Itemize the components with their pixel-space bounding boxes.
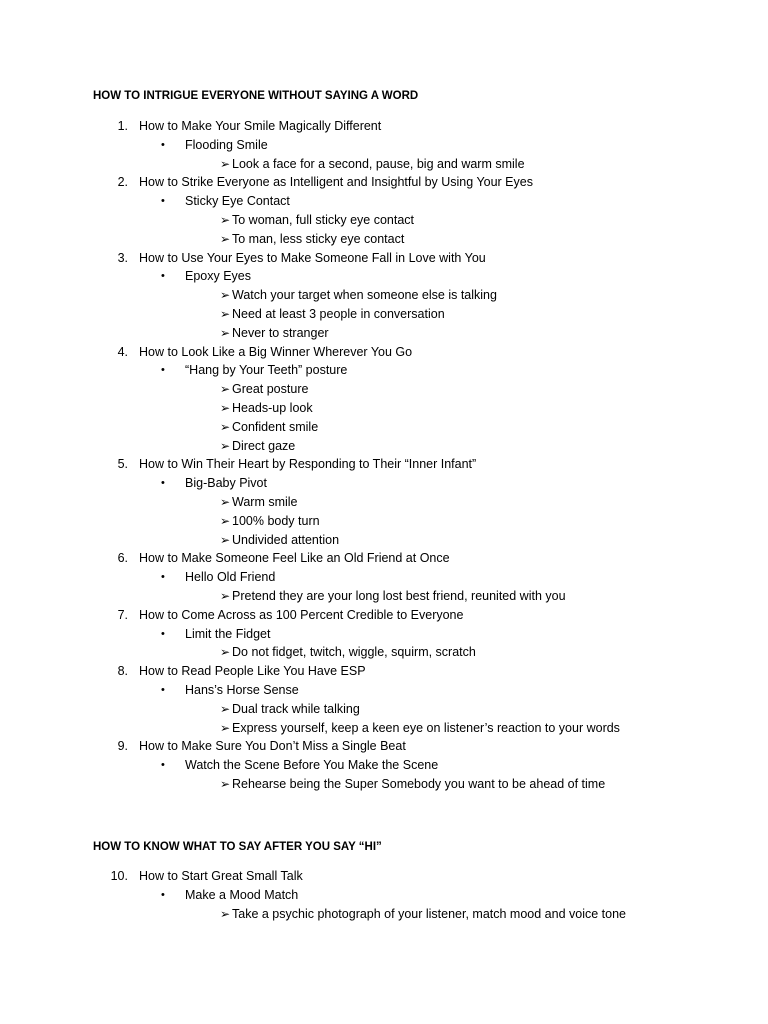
sub-item-text: Warm smile: [232, 494, 298, 509]
sub-item-text: Take a psychic photograph of your listener, match mood and voice tone: [232, 906, 626, 921]
bullet-icon: •: [161, 270, 165, 283]
section-heading-1: HOW TO INTRIGUE EVERYONE WITHOUT SAYING A WORD: [93, 90, 419, 102]
bullet-icon: •: [161, 195, 165, 208]
list-item: [0, 737, 768, 756]
sub-item-text: Heads-up look: [232, 400, 313, 415]
arrow-bullet-icon: ➢: [220, 645, 231, 660]
bullet-label: Watch the Scene Before You Make the Scene: [185, 758, 439, 773]
outline-list-1: [0, 117, 768, 794]
outline-list-2: [0, 867, 768, 923]
bullet-label: Hans’s Horse Sense: [185, 682, 299, 697]
bullet-label: Big-Baby Pivot: [185, 476, 267, 491]
arrow-bullet-icon: ➢: [220, 325, 231, 340]
list-item: [0, 249, 768, 268]
bullet-item: [0, 192, 768, 211]
sub-item-text: Do not fidget, twitch, wiggle, squirm, scratch: [232, 645, 476, 660]
item-number: 6.: [117, 551, 128, 566]
arrow-bullet-icon: ➢: [220, 231, 231, 246]
sub-item-text: Undivided attention: [232, 532, 340, 547]
item-title: How to Make Someone Feel Like an Old Friend at Once: [139, 551, 450, 566]
sub-item: [0, 324, 768, 343]
bullet-item: [0, 681, 768, 700]
sub-item: [0, 700, 768, 719]
bullet-label: Make a Mood Match: [185, 887, 299, 902]
bullet-label: Flooding Smile: [185, 137, 268, 152]
bullet-item: [0, 625, 768, 644]
bullet-icon: •: [161, 759, 165, 772]
bullet-item: [0, 568, 768, 587]
list-item: [0, 117, 768, 136]
bullet-label: Hello Old Friend: [185, 570, 276, 585]
bullet-icon: •: [161, 683, 165, 696]
arrow-bullet-icon: ➢: [220, 513, 231, 528]
bullet-label: Limit the Fidget: [185, 626, 271, 641]
bullet-icon: •: [161, 364, 165, 377]
sub-item-text: Need at least 3 people in conversation: [232, 306, 445, 321]
arrow-bullet-icon: ➢: [220, 494, 231, 509]
item-number: 8.: [117, 664, 128, 679]
sub-item: [0, 286, 768, 305]
bullet-icon: •: [161, 477, 165, 490]
item-title: How to Make Sure You Don’t Miss a Single Beat: [139, 739, 406, 754]
sub-item-text: Rehearse being the Super Somebody you want to be ahead of time: [232, 776, 606, 791]
list-item: [0, 549, 768, 568]
arrow-bullet-icon: ➢: [220, 382, 231, 397]
sub-item-text: Confident smile: [232, 419, 319, 434]
arrow-bullet-icon: ➢: [220, 720, 231, 735]
item-number: 4.: [117, 344, 128, 359]
item-number: 9.: [117, 739, 128, 754]
sub-item-text: 100% body turn: [232, 513, 320, 528]
sub-item: [0, 493, 768, 512]
sub-item-text: Direct gaze: [232, 438, 296, 453]
bullet-icon: •: [161, 888, 165, 901]
item-number: 10.: [110, 869, 128, 883]
item-number: 1.: [117, 119, 128, 133]
sub-item-text: Pretend they are your long lost best friend, reunited with you: [232, 588, 566, 603]
item-title: How to Look Like a Big Winner Wherever You Go: [139, 344, 413, 359]
list-item: [0, 662, 768, 681]
bullet-icon: •: [161, 138, 165, 151]
arrow-bullet-icon: ➢: [220, 438, 231, 453]
sub-item: [0, 905, 768, 924]
sub-item-text: Great posture: [232, 382, 309, 397]
arrow-bullet-icon: ➢: [220, 588, 231, 603]
item-title: How to Use Your Eyes to Make Someone Fall in Love with You: [139, 250, 486, 265]
item-title: How to Come Across as 100 Percent Credible to Everyone: [139, 607, 464, 622]
arrow-bullet-icon: ➢: [220, 288, 231, 303]
bullet-item: [0, 361, 768, 380]
arrow-bullet-icon: ➢: [220, 532, 231, 547]
sub-item: [0, 719, 768, 738]
sub-item: [0, 437, 768, 456]
bullet-icon: •: [161, 627, 165, 640]
list-item: [0, 455, 768, 474]
bullet-item: [0, 136, 768, 155]
sub-item: [0, 155, 768, 174]
arrow-bullet-icon: ➢: [220, 419, 231, 434]
sub-item: [0, 643, 768, 662]
bullet-item: [0, 267, 768, 286]
sub-item-text: Watch your target when someone else is talking: [232, 288, 497, 303]
list-item: [0, 606, 768, 625]
sub-item: [0, 531, 768, 550]
sub-item-text: Look a face for a second, pause, big and warm smile: [232, 156, 525, 171]
sub-item: [0, 587, 768, 606]
sub-item-text: To man, less sticky eye contact: [232, 231, 405, 246]
item-number: 5.: [117, 457, 128, 472]
sub-item: [0, 512, 768, 531]
bullet-label: Epoxy Eyes: [185, 269, 252, 284]
list-item: [0, 173, 768, 192]
bullet-icon: •: [161, 571, 165, 584]
item-title: How to Make Your Smile Magically Different: [139, 119, 382, 133]
item-number: 3.: [117, 250, 128, 265]
item-number: 7.: [117, 607, 128, 622]
bullet-label: “Hang by Your Teeth” posture: [185, 363, 348, 378]
sub-item: [0, 775, 768, 794]
item-title: How to Win Their Heart by Responding to Their “Inner Infant”: [139, 457, 477, 472]
list-item: [0, 343, 768, 362]
item-title: How to Start Great Small Talk: [139, 869, 303, 883]
item-title: How to Strike Everyone as Intelligent and Insightful by Using Your Eyes: [139, 175, 533, 190]
item-number: 2.: [117, 175, 128, 190]
list-item: [0, 867, 768, 886]
sub-item-text: To woman, full sticky eye contact: [232, 212, 415, 227]
sub-item-text: Dual track while talking: [232, 701, 360, 716]
bullet-label: Sticky Eye Contact: [185, 194, 290, 209]
bullet-item: [0, 886, 768, 905]
sub-item: [0, 380, 768, 399]
arrow-bullet-icon: ➢: [220, 776, 231, 791]
sub-item-text: Express yourself, keep a keen eye on listener’s reaction to your words: [232, 720, 620, 735]
arrow-bullet-icon: ➢: [220, 156, 231, 171]
bullet-item: [0, 756, 768, 775]
sub-item: [0, 211, 768, 230]
arrow-bullet-icon: ➢: [220, 306, 231, 321]
sub-item: [0, 399, 768, 418]
bullet-item: [0, 474, 768, 493]
sub-item-text: Never to stranger: [232, 325, 329, 340]
sub-item: [0, 230, 768, 249]
arrow-bullet-icon: ➢: [220, 906, 231, 921]
item-title: How to Read People Like You Have ESP: [139, 664, 366, 679]
section-heading-2: HOW TO KNOW WHAT TO SAY AFTER YOU SAY “HI”: [93, 841, 382, 853]
arrow-bullet-icon: ➢: [220, 701, 231, 716]
arrow-bullet-icon: ➢: [220, 400, 231, 415]
sub-item: [0, 418, 768, 437]
arrow-bullet-icon: ➢: [220, 212, 231, 227]
sub-item: [0, 305, 768, 324]
